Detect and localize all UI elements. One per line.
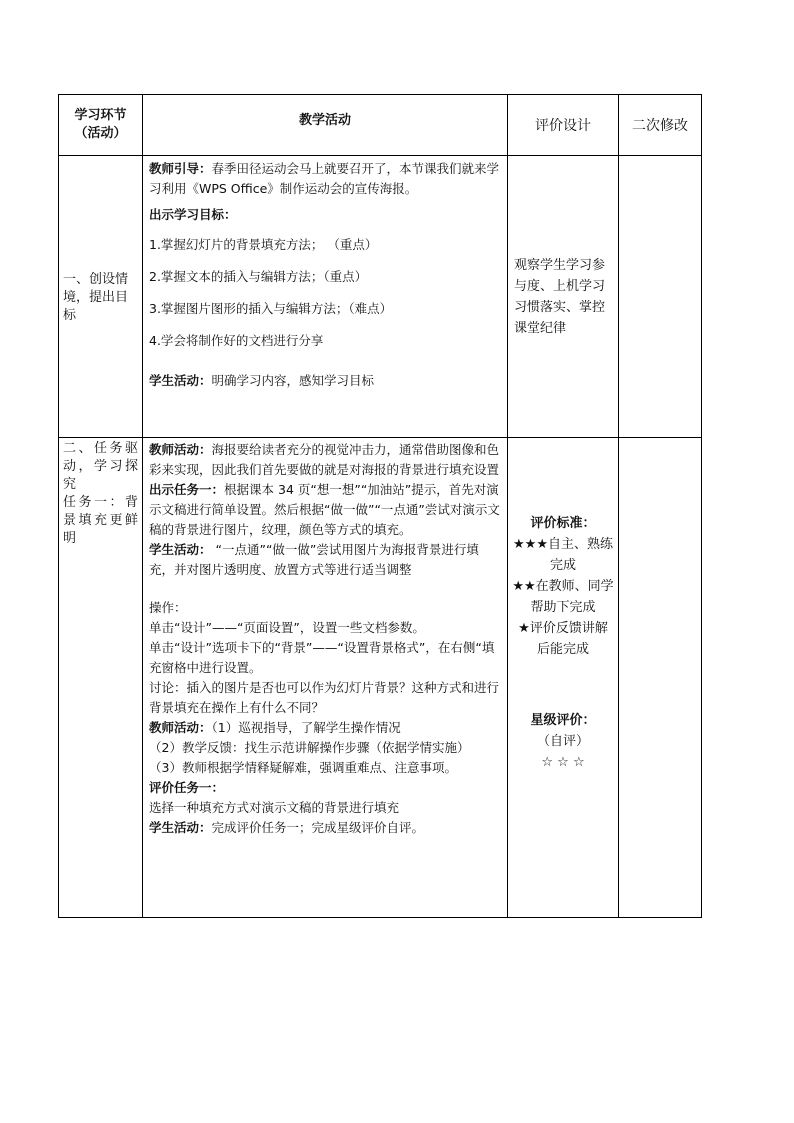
- goal-2: 2.掌握文本的插入与编辑方法；（重点）: [149, 269, 368, 284]
- stage-2-revision: [619, 438, 702, 918]
- goal-3: 3.掌握图片图形的插入与编辑方法；（难点）: [149, 301, 393, 316]
- star-rating: ☆ ☆ ☆: [541, 754, 585, 770]
- stage-1-activity: 教师引导：春季田径运动会马上就要召开了，本节课我们就来学习利用《WPS Office》制作运动会的宣传海报。 出示学习目标： 1.掌握幻灯片的背景填充方法； （重点） 2.掌握文本的插入与编辑方法；（重点） 3.掌握图片图形的插入与编辑方法；（难点） 4.学会将制作好的文档进行分享 学生活动：明确学习内容，感知学习目标: [143, 156, 508, 438]
- header-activity: 教学活动: [143, 95, 508, 156]
- stage-1-label: 一、创设情境，提出目标: [59, 156, 143, 438]
- goal-4: 4.学会将制作好的文档进行分享: [149, 333, 324, 348]
- header-row: [59, 95, 702, 156]
- header-revision: 二次修改: [619, 95, 702, 156]
- stage-1-revision: [619, 156, 702, 438]
- stage-2-activity: 教师活动：海报要给读者充分的视觉冲击力，通常借助图像和色彩来实现，因此我们首先要做的就是对海报的背景进行填充设置 出示任务一：根据课本 34 页“想一想”“加油站”提示，首先对演示文稿进行简单设置。然后根据“做一做”“一点通”尝试对演示文稿的背景进行图片，纹理，颜色等方式的填充。 学生活动： “一点通”“做一做”尝试用图片为海报背景进行填充，并对图片透明度、放置方式等进行适当调整 操作： 单击“设计”——“页面设置”，设置一些文档参数。 单击“设计”选项卡下的“背景”——“设置背景格式”，在右侧“填充窗格中进行设置。 讨论：插入的图片是否也可以作为幻灯片背景？这种方式和进行背景填充在操作上有什么不同？ 教师活动：（1）巡视指导，了解学生操作情况 （2）教学反馈：找生示范讲解操作步骤（依据学情实施） （3）教师根据学情释疑解难，强调重难点、注意事项。 评价任务一： 选择一种填充方式对演示文稿的背景进行填充 学生活动：完成评价任务一；完成星级评价自评。: [143, 438, 508, 918]
- stage-1-evaluation: 观察学生学习参与度、上机学习习惯落实、掌控课堂纪律: [508, 156, 619, 438]
- header-evaluation: 评价设计: [508, 95, 619, 156]
- goal-1: 1.掌握幻灯片的背景填充方法； （重点）: [149, 237, 378, 252]
- header-stage: 学习环节 （活动）: [59, 95, 143, 156]
- stage-2-label: 二、任务驱动，学习探究 任务一：背景填充更鲜明: [59, 438, 143, 918]
- row-stage-2: [59, 438, 702, 918]
- row-stage-1: [59, 156, 702, 438]
- stage-2-evaluation: 评价标准： ★★★自主、熟练完成 ★★在教师、同学帮助下完成 ★评价反馈讲解后能完成 星级评价： （自评） ☆ ☆ ☆: [508, 438, 619, 918]
- lesson-plan-table: [58, 94, 702, 918]
